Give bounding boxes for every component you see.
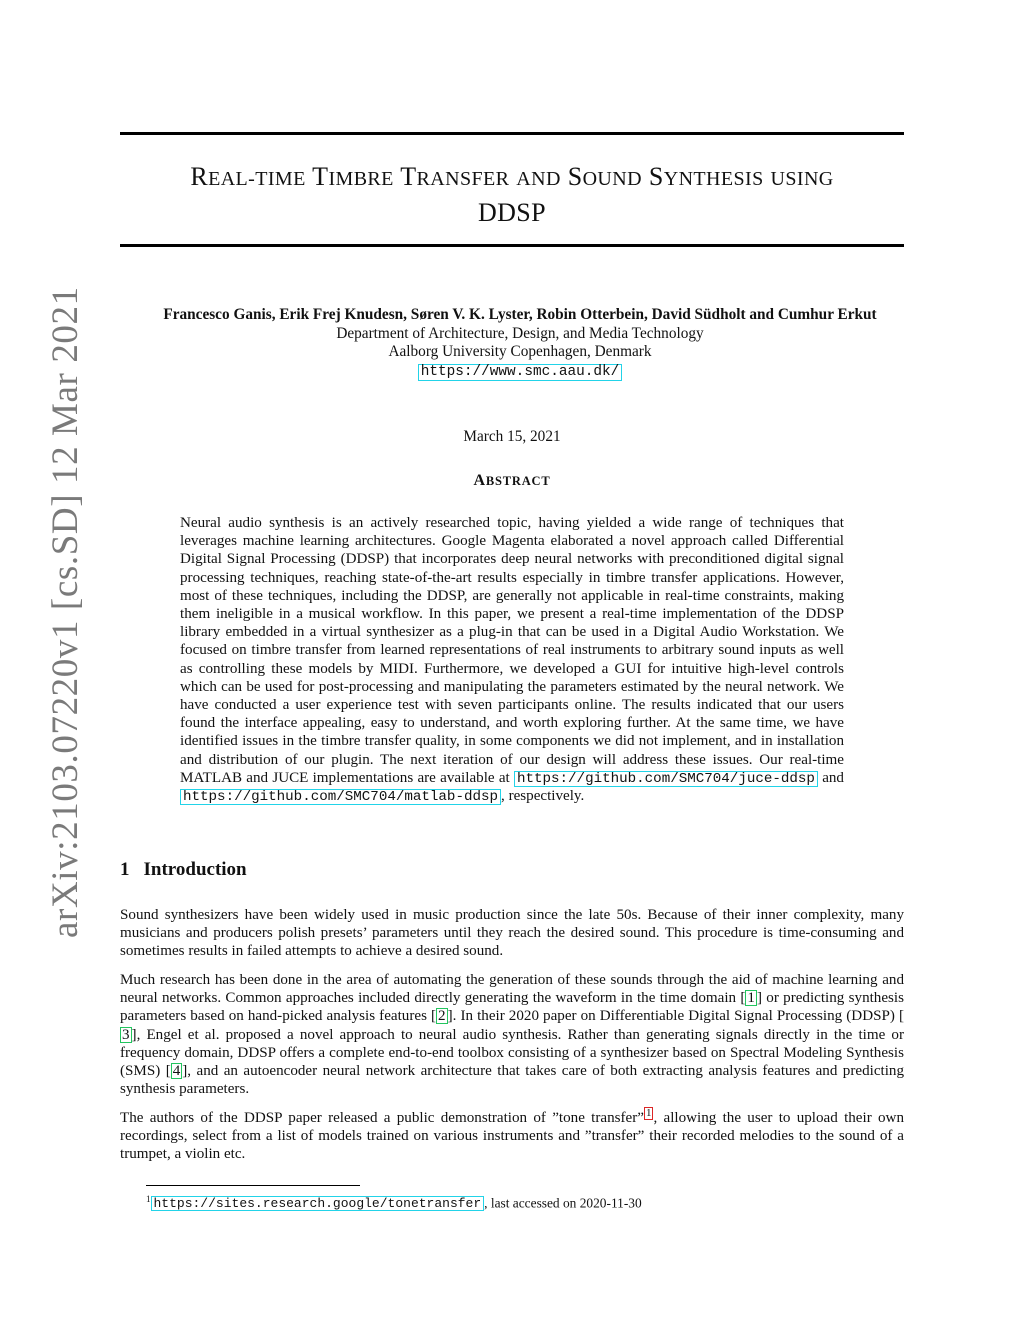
title-bottom-rule [120, 244, 904, 247]
matlab-repo-link[interactable]: https://github.com/SMC704/matlab-ddsp [180, 789, 501, 805]
department: Department of Architecture, Design, and Media Technology [336, 324, 704, 342]
paper-title [120, 160, 904, 230]
footnote-reference-link[interactable]: 1 [645, 1107, 652, 1119]
paragraph-3: The authors of the DDSP paper released a public demonstration of ”tone transfer” 1 , allowing the user to upload their own recordings, select from a list of models trained on various instruments and ”transfer” their recorded melodies to the sound of a trumpet, a violin etc. [120, 1107, 904, 1163]
title-line-1: REAL-TIME TIMBRE TRANSFER AND SOUND SYNTHESIS USING [190, 162, 834, 191]
footnote: $^1$ https://sites.research.google/tonetransfer , last accessed on 2020-11-30 [146, 1194, 642, 1212]
citation-link[interactable]: 4 [172, 1063, 181, 1080]
author-block [100, 306, 940, 381]
title-line-2: DDSP [477, 198, 547, 227]
tonetransfer-link[interactable]: https://sites.research.google/tonetransfer [151, 1196, 485, 1211]
title-top-rule [120, 132, 904, 135]
university: Aalborg University Copenhagen, Denmark [388, 343, 652, 360]
homepage-link[interactable]: https://www.smc.aau.dk/ [418, 364, 623, 381]
section-heading-introduction: 1 Introduction [120, 859, 247, 880]
paragraph-2: Much research has been done in the area of automating the generation of these sounds through the aid of machine learning and neural networks. Common approaches included directly generating the waveform in the time domain [ 1 ] or predicting synthesis parameters based on hand-picked analysis features [ 2 ]. In their 2020 paper on Differentiable Digital Signal Processing (DDSP) [3 ], Engel et al. proposed a novel approach to neural audio synthesis. Rather than generating signals directly in the time or frequency domain, DDSP offers a complete end-to-end toolbox consisting of a synthesizer based on Spectral Modeling Synthesis (SMS) [ 4 ], and an autoencoder neural network architecture that takes care of both extracting analysis features and predicting synthesis parameters. [120, 972, 905, 1098]
paragraph-1: Sound synthesizers have been widely used in music production since the late 50s. Because of their inner complexity, many musicians and producers polish presets’ parameters until they reach the desired sound. This procedure is time-consuming and sometimes results in failed attempts to achieve a desired sound. [120, 907, 904, 960]
citation-link[interactable]: 2 [438, 1008, 446, 1025]
arxiv-identifier: arXiv:2103.07220v1 [cs.SD] 12 Mar 2021 [45, 286, 86, 938]
juce-repo-link[interactable]: https://github.com/SMC704/juce-ddsp [514, 771, 818, 787]
citation-link[interactable]: 3 [122, 1026, 130, 1043]
publication-date: March 15, 2021 [463, 428, 561, 445]
abstract-heading: ABSTRACT [473, 472, 551, 489]
abstract-text: Neural audio synthesis is an actively researched topic, having yielded a wide range of techniques that leverages machine learning architectures. Google Magenta elaborated a novel approach called Differential Digital Signal Processing (DDSP) that incorporates deep neural networks with preconditioned digital signal processing techniques, reaching state-of-the-art results especially in timbre transfer applications. However, most of these techniques, including the DDSP, are generally not applicable in real-time constraints, making them ineligible in a musical workflow. In this paper, we present a real-time implementation of the DDSP library embedded in a virtual synthesizer as a plug-in that can be used in a Digital Audio Workstation. We focused on timbre transfer from learned representations of real instruments to arbitrary sound inputs as well as controlling these models by MIDI. Furthermore, we developed a GUI for intuitive high-level controls which can be used for post-processing and manipulating the parameters estimated by the neural network. We have conducted a user experience test with seven participants online. The results indicated that our users found the interface appealing, easy to understand, and worth exploring further. At the same time, we have identified issues in the timbre transfer quality, in some components we did not implement, and in installation and distribution of our plugin. The next iteration of our design will address these issues. Our real-time MATLAB and JUCE implementations are available at https://github.com/SMC704/juce-ddsp and https://github.com/SMC704/matlab-ddsp , respectively. [180, 515, 844, 806]
footnote-rule [146, 1185, 360, 1186]
citation-link[interactable]: 1 [747, 990, 755, 1007]
author-list: Francesco Ganis, Erik Frej Knudesn, Søren V. K. Lyster, Robin Otterbein, David Südholt and Cumhur Erkut [163, 306, 877, 323]
